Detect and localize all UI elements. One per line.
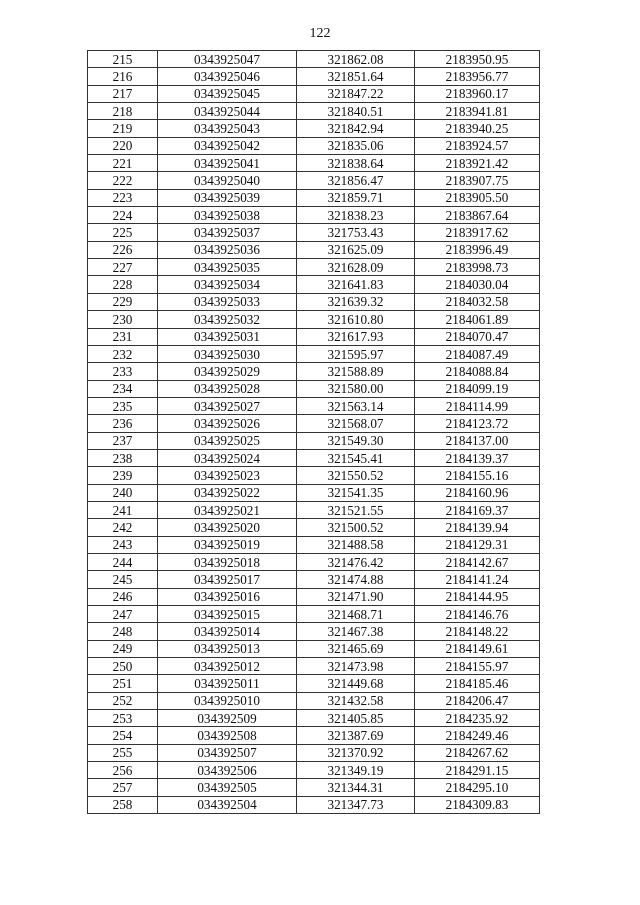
y-coordinate-cell: 2184087.49 xyxy=(415,345,540,362)
y-coordinate-cell: 2183956.77 xyxy=(415,68,540,85)
x-coordinate-cell: 321862.08 xyxy=(297,51,415,68)
y-coordinate-cell: 2184070.47 xyxy=(415,328,540,345)
table-row xyxy=(88,172,540,189)
point-id-cell: 0343925045 xyxy=(158,85,297,102)
point-id-cell: 0343925017 xyxy=(158,571,297,588)
point-id-cell: 0343925028 xyxy=(158,380,297,397)
table-row xyxy=(88,103,540,120)
x-coordinate-cell: 321563.14 xyxy=(297,397,415,414)
y-coordinate-cell: 2184169.37 xyxy=(415,501,540,518)
table-row xyxy=(88,207,540,224)
row-number-cell: 217 xyxy=(88,85,158,102)
y-coordinate-cell: 2183950.95 xyxy=(415,51,540,68)
table-row xyxy=(88,137,540,154)
point-id-cell: 0343925010 xyxy=(158,692,297,709)
x-coordinate-cell: 321471.90 xyxy=(297,588,415,605)
point-id-cell: 0343925023 xyxy=(158,467,297,484)
point-id-cell: 0343925042 xyxy=(158,137,297,154)
y-coordinate-cell: 2183924.57 xyxy=(415,137,540,154)
table-row xyxy=(88,606,540,623)
row-number-cell: 231 xyxy=(88,328,158,345)
row-number-cell: 245 xyxy=(88,571,158,588)
table-row xyxy=(88,241,540,258)
row-number-cell: 225 xyxy=(88,224,158,241)
point-id-cell: 0343925033 xyxy=(158,293,297,310)
point-id-cell: 0343925014 xyxy=(158,623,297,640)
x-coordinate-cell: 321347.73 xyxy=(297,796,415,813)
point-id-cell: 0343925024 xyxy=(158,449,297,466)
x-coordinate-cell: 321432.58 xyxy=(297,692,415,709)
point-id-cell: 0343925040 xyxy=(158,172,297,189)
point-id-cell: 0343925026 xyxy=(158,415,297,432)
table-body xyxy=(88,51,540,814)
point-id-cell: 0343925037 xyxy=(158,224,297,241)
x-coordinate-cell: 321387.69 xyxy=(297,727,415,744)
x-coordinate-cell: 321588.89 xyxy=(297,363,415,380)
y-coordinate-cell: 2183960.17 xyxy=(415,85,540,102)
table-row xyxy=(88,519,540,536)
point-id-cell: 0343925015 xyxy=(158,606,297,623)
x-coordinate-cell: 321847.22 xyxy=(297,85,415,102)
y-coordinate-cell: 2184291.15 xyxy=(415,762,540,779)
point-id-cell: 0343925034 xyxy=(158,276,297,293)
table-row xyxy=(88,380,540,397)
row-number-cell: 230 xyxy=(88,311,158,328)
x-coordinate-cell: 321370.92 xyxy=(297,744,415,761)
row-number-cell: 241 xyxy=(88,501,158,518)
table-row xyxy=(88,328,540,345)
row-number-cell: 238 xyxy=(88,449,158,466)
x-coordinate-cell: 321549.30 xyxy=(297,432,415,449)
table-row xyxy=(88,51,540,68)
table-row xyxy=(88,536,540,553)
table-row xyxy=(88,449,540,466)
point-id-cell: 034392508 xyxy=(158,727,297,744)
x-coordinate-cell: 321474.88 xyxy=(297,571,415,588)
row-number-cell: 237 xyxy=(88,432,158,449)
x-coordinate-cell: 321541.35 xyxy=(297,484,415,501)
y-coordinate-cell: 2184144.95 xyxy=(415,588,540,605)
y-coordinate-cell: 2184141.24 xyxy=(415,571,540,588)
row-number-cell: 251 xyxy=(88,675,158,692)
point-id-cell: 034392504 xyxy=(158,796,297,813)
x-coordinate-cell: 321344.31 xyxy=(297,779,415,796)
table-row xyxy=(88,692,540,709)
y-coordinate-cell: 2183940.25 xyxy=(415,120,540,137)
row-number-cell: 232 xyxy=(88,345,158,362)
y-coordinate-cell: 2183996.49 xyxy=(415,241,540,258)
row-number-cell: 248 xyxy=(88,623,158,640)
point-id-cell: 034392507 xyxy=(158,744,297,761)
x-coordinate-cell: 321488.58 xyxy=(297,536,415,553)
y-coordinate-cell: 2184148.22 xyxy=(415,623,540,640)
x-coordinate-cell: 321467.38 xyxy=(297,623,415,640)
x-coordinate-cell: 321473.98 xyxy=(297,658,415,675)
y-coordinate-cell: 2183998.73 xyxy=(415,259,540,276)
row-number-cell: 224 xyxy=(88,207,158,224)
y-coordinate-cell: 2184114.99 xyxy=(415,397,540,414)
row-number-cell: 253 xyxy=(88,710,158,727)
x-coordinate-cell: 321639.32 xyxy=(297,293,415,310)
y-coordinate-cell: 2183905.50 xyxy=(415,189,540,206)
table-row xyxy=(88,762,540,779)
row-number-cell: 221 xyxy=(88,155,158,172)
point-id-cell: 0343925013 xyxy=(158,640,297,657)
point-id-cell: 0343925016 xyxy=(158,588,297,605)
point-id-cell: 0343925025 xyxy=(158,432,297,449)
point-id-cell: 0343925012 xyxy=(158,658,297,675)
y-coordinate-cell: 2184160.96 xyxy=(415,484,540,501)
point-id-cell: 0343925031 xyxy=(158,328,297,345)
y-coordinate-cell: 2183941.81 xyxy=(415,103,540,120)
y-coordinate-cell: 2184146.76 xyxy=(415,606,540,623)
table-row xyxy=(88,675,540,692)
y-coordinate-cell: 2183867.64 xyxy=(415,207,540,224)
x-coordinate-cell: 321851.64 xyxy=(297,68,415,85)
x-coordinate-cell: 321349.19 xyxy=(297,762,415,779)
y-coordinate-cell: 2184139.94 xyxy=(415,519,540,536)
table-row xyxy=(88,779,540,796)
row-number-cell: 234 xyxy=(88,380,158,397)
row-number-cell: 258 xyxy=(88,796,158,813)
table-row xyxy=(88,293,540,310)
point-id-cell: 034392505 xyxy=(158,779,297,796)
x-coordinate-cell: 321610.80 xyxy=(297,311,415,328)
x-coordinate-cell: 321580.00 xyxy=(297,380,415,397)
point-id-cell: 0343925044 xyxy=(158,103,297,120)
y-coordinate-cell: 2183917.62 xyxy=(415,224,540,241)
page-number: 122 xyxy=(309,26,331,41)
row-number-cell: 228 xyxy=(88,276,158,293)
row-number-cell: 215 xyxy=(88,51,158,68)
x-coordinate-cell: 321628.09 xyxy=(297,259,415,276)
point-id-cell: 0343925019 xyxy=(158,536,297,553)
row-number-cell: 229 xyxy=(88,293,158,310)
table-row xyxy=(88,363,540,380)
row-number-cell: 247 xyxy=(88,606,158,623)
y-coordinate-cell: 2184309.83 xyxy=(415,796,540,813)
row-number-cell: 255 xyxy=(88,744,158,761)
row-number-cell: 242 xyxy=(88,519,158,536)
table-row xyxy=(88,744,540,761)
row-number-cell: 223 xyxy=(88,189,158,206)
table-row xyxy=(88,276,540,293)
x-coordinate-cell: 321835.06 xyxy=(297,137,415,154)
table-row xyxy=(88,588,540,605)
table-row xyxy=(88,484,540,501)
table-row xyxy=(88,658,540,675)
x-coordinate-cell: 321641.83 xyxy=(297,276,415,293)
y-coordinate-cell: 2184185.46 xyxy=(415,675,540,692)
point-id-cell: 0343925046 xyxy=(158,68,297,85)
row-number-cell: 254 xyxy=(88,727,158,744)
x-coordinate-cell: 321595.97 xyxy=(297,345,415,362)
point-id-cell: 0343925047 xyxy=(158,51,297,68)
y-coordinate-cell: 2184139.37 xyxy=(415,449,540,466)
row-number-cell: 252 xyxy=(88,692,158,709)
row-number-cell: 256 xyxy=(88,762,158,779)
point-id-cell: 0343925021 xyxy=(158,501,297,518)
row-number-cell: 220 xyxy=(88,137,158,154)
x-coordinate-cell: 321838.23 xyxy=(297,207,415,224)
x-coordinate-cell: 321476.42 xyxy=(297,553,415,570)
point-id-cell: 0343925030 xyxy=(158,345,297,362)
row-number-cell: 216 xyxy=(88,68,158,85)
coordinates-table xyxy=(87,50,540,814)
y-coordinate-cell: 2184149.61 xyxy=(415,640,540,657)
table-row xyxy=(88,796,540,813)
point-id-cell: 0343925027 xyxy=(158,397,297,414)
table-row xyxy=(88,189,540,206)
row-number-cell: 235 xyxy=(88,397,158,414)
y-coordinate-cell: 2184295.10 xyxy=(415,779,540,796)
table-row xyxy=(88,623,540,640)
point-id-cell: 0343925038 xyxy=(158,207,297,224)
table-row xyxy=(88,224,540,241)
row-number-cell: 239 xyxy=(88,467,158,484)
y-coordinate-cell: 2184061.89 xyxy=(415,311,540,328)
x-coordinate-cell: 321568.07 xyxy=(297,415,415,432)
y-coordinate-cell: 2184129.31 xyxy=(415,536,540,553)
table-row xyxy=(88,155,540,172)
table-row xyxy=(88,397,540,414)
x-coordinate-cell: 321840.51 xyxy=(297,103,415,120)
point-id-cell: 0343925036 xyxy=(158,241,297,258)
row-number-cell: 233 xyxy=(88,363,158,380)
table-row xyxy=(88,710,540,727)
x-coordinate-cell: 321521.55 xyxy=(297,501,415,518)
table-row xyxy=(88,68,540,85)
row-number-cell: 240 xyxy=(88,484,158,501)
point-id-cell: 0343925032 xyxy=(158,311,297,328)
table-row xyxy=(88,85,540,102)
row-number-cell: 222 xyxy=(88,172,158,189)
y-coordinate-cell: 2184155.16 xyxy=(415,467,540,484)
y-coordinate-cell: 2184032.58 xyxy=(415,293,540,310)
y-coordinate-cell: 2184030.04 xyxy=(415,276,540,293)
y-coordinate-cell: 2183907.75 xyxy=(415,172,540,189)
table-row xyxy=(88,120,540,137)
point-id-cell: 034392509 xyxy=(158,710,297,727)
y-coordinate-cell: 2184155.97 xyxy=(415,658,540,675)
point-id-cell: 0343925039 xyxy=(158,189,297,206)
x-coordinate-cell: 321468.71 xyxy=(297,606,415,623)
row-number-cell: 236 xyxy=(88,415,158,432)
row-number-cell: 244 xyxy=(88,553,158,570)
row-number-cell: 219 xyxy=(88,120,158,137)
y-coordinate-cell: 2184235.92 xyxy=(415,710,540,727)
point-id-cell: 0343925029 xyxy=(158,363,297,380)
x-coordinate-cell: 321838.64 xyxy=(297,155,415,172)
point-id-cell: 0343925022 xyxy=(158,484,297,501)
point-id-cell: 0343925041 xyxy=(158,155,297,172)
row-number-cell: 246 xyxy=(88,588,158,605)
x-coordinate-cell: 321465.69 xyxy=(297,640,415,657)
table-row xyxy=(88,571,540,588)
y-coordinate-cell: 2184099.19 xyxy=(415,380,540,397)
row-number-cell: 226 xyxy=(88,241,158,258)
x-coordinate-cell: 321859.71 xyxy=(297,189,415,206)
row-number-cell: 250 xyxy=(88,658,158,675)
x-coordinate-cell: 321842.94 xyxy=(297,120,415,137)
table-row xyxy=(88,311,540,328)
row-number-cell: 243 xyxy=(88,536,158,553)
x-coordinate-cell: 321550.52 xyxy=(297,467,415,484)
point-id-cell: 034392506 xyxy=(158,762,297,779)
table-row xyxy=(88,727,540,744)
table-row xyxy=(88,467,540,484)
point-id-cell: 0343925020 xyxy=(158,519,297,536)
y-coordinate-cell: 2183921.42 xyxy=(415,155,540,172)
row-number-cell: 218 xyxy=(88,103,158,120)
point-id-cell: 0343925035 xyxy=(158,259,297,276)
x-coordinate-cell: 321753.43 xyxy=(297,224,415,241)
y-coordinate-cell: 2184206.47 xyxy=(415,692,540,709)
x-coordinate-cell: 321617.93 xyxy=(297,328,415,345)
table-row xyxy=(88,432,540,449)
y-coordinate-cell: 2184123.72 xyxy=(415,415,540,432)
point-id-cell: 0343925043 xyxy=(158,120,297,137)
point-id-cell: 0343925011 xyxy=(158,675,297,692)
x-coordinate-cell: 321449.68 xyxy=(297,675,415,692)
row-number-cell: 249 xyxy=(88,640,158,657)
x-coordinate-cell: 321545.41 xyxy=(297,449,415,466)
y-coordinate-cell: 2184137.00 xyxy=(415,432,540,449)
table-row xyxy=(88,640,540,657)
row-number-cell: 227 xyxy=(88,259,158,276)
row-number-cell: 257 xyxy=(88,779,158,796)
x-coordinate-cell: 321625.09 xyxy=(297,241,415,258)
x-coordinate-cell: 321500.52 xyxy=(297,519,415,536)
x-coordinate-cell: 321405.85 xyxy=(297,710,415,727)
table-row xyxy=(88,415,540,432)
y-coordinate-cell: 2184142.67 xyxy=(415,553,540,570)
y-coordinate-cell: 2184249.46 xyxy=(415,727,540,744)
y-coordinate-cell: 2184088.84 xyxy=(415,363,540,380)
table-row xyxy=(88,553,540,570)
table-row xyxy=(88,259,540,276)
table-row xyxy=(88,345,540,362)
point-id-cell: 0343925018 xyxy=(158,553,297,570)
y-coordinate-cell: 2184267.62 xyxy=(415,744,540,761)
table-row xyxy=(88,501,540,518)
x-coordinate-cell: 321856.47 xyxy=(297,172,415,189)
